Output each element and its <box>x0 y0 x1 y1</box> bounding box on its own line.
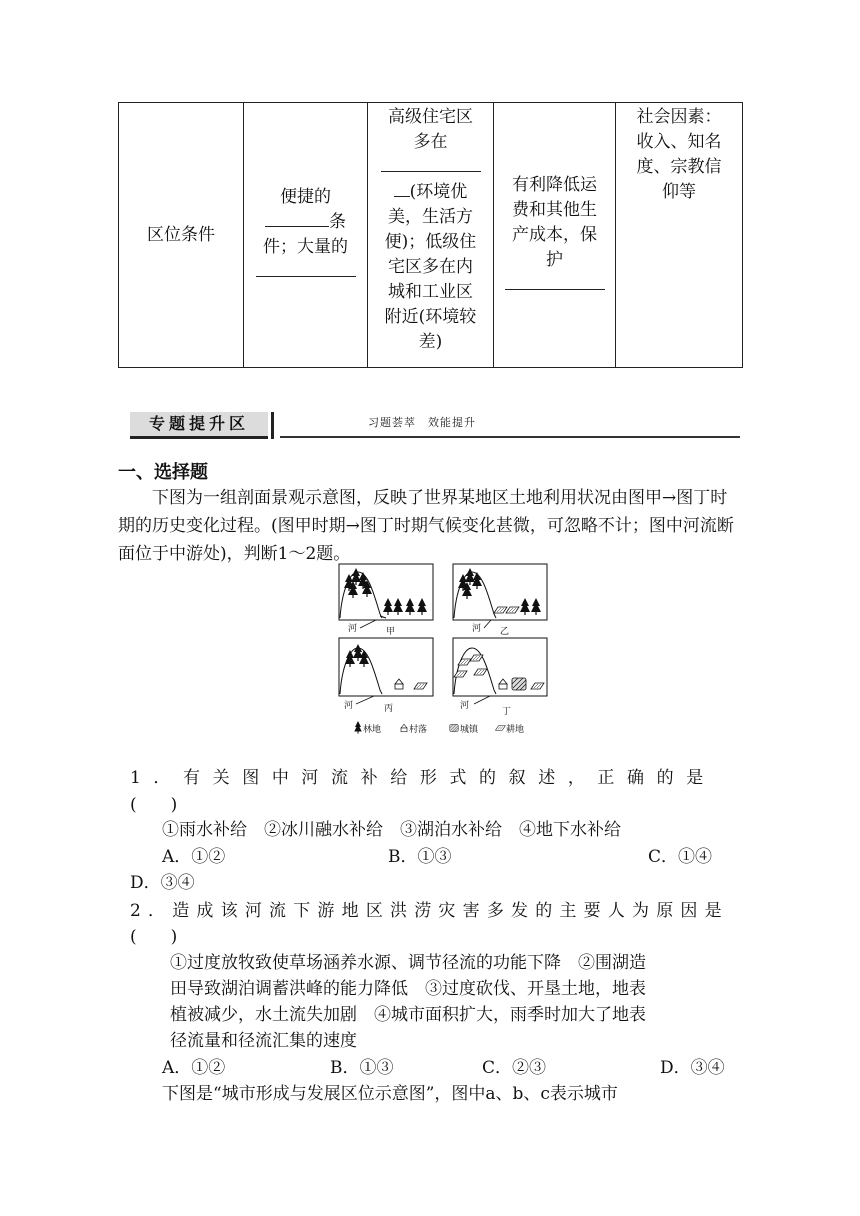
question-1-items: ①雨水补给 ②冰川融水补给 ③湖泊水补给 ④地下水补给 <box>162 820 621 840</box>
river-label: 河 <box>344 701 354 711</box>
question-1-stem: 1．有关图中河流补给形式的叙述，正确的是 <box>130 768 716 788</box>
river-label: 河 <box>348 624 358 634</box>
divider <box>280 436 740 438</box>
fill-blank <box>394 180 410 197</box>
option-a[interactable]: A．①② <box>162 847 226 867</box>
figure-legend <box>354 721 524 735</box>
table-cell: 高级住宅区 多在 (环境优 美，生活方 便)；低级住 宅区多在内 城和工业区 附近(环境较 差) <box>368 103 494 368</box>
intro-paragraph: 下图为一组剖面景观示意图，反映了世界某地区土地利用状况由图甲→图丁时期的历史变化过程。(图甲时期→图丁时期气候变化甚微，可忽略不计；图中河流断面位于中游处)，判断1～2题。 <box>118 488 734 564</box>
panel-label: 丁 <box>502 707 512 717</box>
question-1-paren: ( ) <box>130 795 178 815</box>
divider <box>271 412 274 439</box>
panel-label: 丙 <box>384 704 394 714</box>
panel-jia <box>339 564 433 637</box>
fill-blank <box>381 155 481 172</box>
question-2-item-line: 田导致湖泊调蓄洪峰的能力降低 ③过度砍伐、开垦土地，地表 <box>170 979 646 999</box>
option-a[interactable]: A．①② <box>162 1058 226 1078</box>
option-c[interactable]: C．①④ <box>648 847 713 867</box>
table-cell: 有利降低运 费和其他生 产成本，保 护 <box>494 103 616 368</box>
question-2-item-line: 植被减少，水土流失加剧 ④城市面积扩大，雨季时加大了地表 <box>170 1005 646 1025</box>
legend-village: 村落 <box>409 725 428 735</box>
legend-forest: 林地 <box>363 725 382 735</box>
table-cell: 社会因素： 收入、知名 度、宗教信 仰等 <box>616 103 743 368</box>
section-badge: 专题提升区 <box>130 412 268 439</box>
fill-blank <box>265 210 329 227</box>
section-subtitle: 习题荟萃 效能提升 <box>368 416 476 429</box>
panel-yi <box>453 564 547 637</box>
legend-town: 城镇 <box>460 725 479 735</box>
river-label: 河 <box>472 624 482 634</box>
river-label: 河 <box>460 701 470 711</box>
table-cell: 便捷的 条 件；大量的 <box>244 103 368 368</box>
location-conditions-table <box>118 102 743 368</box>
option-c[interactable]: C．②③ <box>482 1058 547 1078</box>
section-heading: 一、选择题 <box>118 462 208 483</box>
section-header <box>130 410 740 440</box>
panel-ding <box>453 638 547 717</box>
option-b[interactable]: B．①③ <box>388 847 452 867</box>
next-intro: 下图是“城市形成与发展区位示意图”，图中a、b、c表示城市 <box>162 1084 618 1104</box>
option-d[interactable]: D．③④ <box>660 1058 725 1078</box>
option-b[interactable]: B．①③ <box>330 1058 394 1078</box>
legend-farmland: 耕地 <box>506 725 525 735</box>
panel-label: 甲 <box>386 627 396 637</box>
question-2-item-line: 径流量和径流汇集的速度 <box>170 1031 357 1051</box>
fill-blank <box>505 273 605 290</box>
panel-label: 乙 <box>500 627 510 637</box>
option-d[interactable]: D．③④ <box>130 873 195 893</box>
question-2-stem: 2．造成该河流下游地区洪涝灾害多发的主要人为原因是 <box>130 901 729 921</box>
panel-bing <box>339 638 433 714</box>
question-2-paren: ( ) <box>130 927 178 947</box>
fill-blank <box>256 260 356 277</box>
table-row <box>119 103 743 368</box>
question-2-item-line: ①过度放牧致使草场涵养水源、调节径流的功能下降 ②围湖造 <box>170 953 646 973</box>
land-use-profile-figure <box>336 562 550 738</box>
row-header-cell: 区位条件 <box>119 103 244 368</box>
